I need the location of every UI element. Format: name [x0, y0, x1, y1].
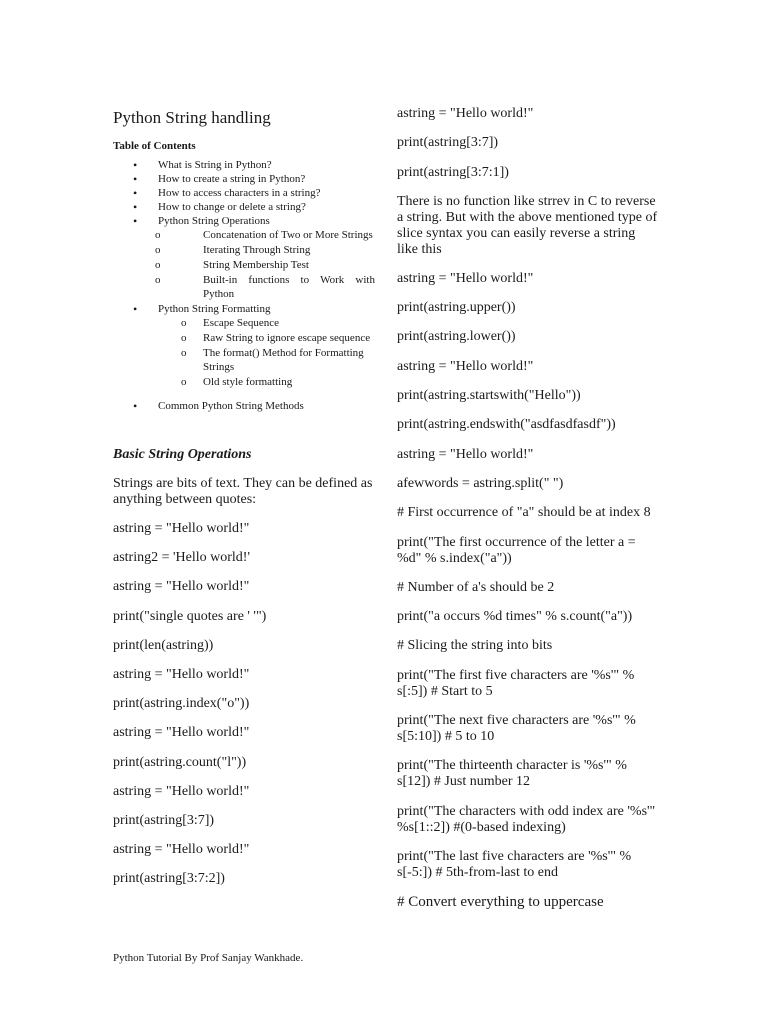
code-comment: # Number of a's should be 2 [397, 579, 555, 595]
toc-subitem: o Concatenation of Two or More Strings [113, 228, 375, 242]
document-title: Python String handling [113, 108, 271, 127]
code-line: print("The first occurrence of the letter a = %d" % s.index("a")) [397, 534, 640, 566]
toc-item: • How to change or delete a string? [113, 200, 375, 214]
right-column [397, 106, 659, 924]
code-line: print(astring.upper()) [397, 300, 516, 316]
toc-heading: Table of Contents [113, 140, 196, 152]
code-line: print(astring.count("l")) [113, 754, 247, 770]
left-column [113, 108, 375, 900]
table-of-contents [113, 158, 375, 413]
code-line: print(astring[3:7:2]) [113, 871, 225, 887]
code-line: print(astring.index("o")) [113, 696, 250, 712]
code-line: astring = "Hello world!" [397, 446, 534, 462]
code-line: astring = "Hello world!" [113, 666, 250, 682]
toc-item: • How to create a string in Python? [113, 172, 375, 186]
code-line: print("The characters with odd index are '%s'" %s[1::2]) #(0-based indexing) [397, 803, 659, 835]
intro-paragraph: Strings are bits of text. They can be defined as anything between quotes: [113, 476, 373, 507]
toc-subitem: o Old style formatting [113, 375, 375, 389]
toc-item: • Common Python String Methods [113, 399, 375, 413]
code-line: astring = "Hello world!" [113, 725, 250, 741]
reverse-note-paragraph: There is no function like strrev in C to reverse a string. But with the above mentioned type of slice syntax you can easily reverse a string like this [397, 193, 658, 257]
code-line: print(astring.lower()) [397, 329, 516, 345]
toc-item: • What is String in Python? [113, 158, 375, 172]
code-line: astring = "Hello world!" [397, 270, 534, 286]
code-line: print("The last five characters are '%s'" % s[-5:]) # 5th-from-last to end [397, 848, 635, 880]
code-line: astring = "Hello world!" [113, 783, 250, 799]
code-comment: # Slicing the string into bits [397, 638, 553, 654]
code-line: print(astring.startswith("Hello")) [397, 388, 581, 404]
code-line: print(astring.endswith("asdfasdfasdf")) [397, 417, 616, 433]
code-line: print("single quotes are ' '") [113, 608, 267, 624]
code-line: astring2 = 'Hello world!' [113, 550, 250, 566]
code-line: print(astring[3:7:1]) [397, 164, 509, 180]
code-line: print("The first five characters are '%s'" % s[:5]) # Start to 5 [397, 667, 638, 699]
toc-subitem: o The format() Method for Formatting Strings [113, 346, 375, 374]
code-line: print("The thirteenth character is '%s'" % s[12]) # Just number 12 [397, 758, 631, 790]
toc-subitem: o String Membership Test [113, 258, 375, 272]
page-footer: Python Tutorial By Prof Sanjay Wankhade. [113, 952, 304, 964]
code-line: astring = "Hello world!" [397, 106, 534, 121]
code-line: astring = "Hello world!" [397, 358, 534, 374]
code-line: print(astring[3:7]) [397, 135, 499, 151]
toc-subitem: o Escape Sequence [113, 316, 375, 330]
code-line: astring = "Hello world!" [113, 521, 250, 536]
toc-subitem: o Iterating Through String [113, 243, 375, 257]
final-heading-comment: # Convert everything to uppercase [397, 894, 604, 911]
toc-item: • Python String Formatting [113, 302, 375, 316]
code-line: astring = "Hello world!" [113, 842, 250, 858]
code-line: print(astring[3:7]) [113, 812, 215, 828]
toc-item: • Python String Operations [113, 214, 375, 228]
code-line: print("The next five characters are '%s'" % s[5:10]) # 5 to 10 [397, 713, 640, 745]
code-line: afewwords = astring.split(" ") [397, 475, 564, 491]
code-comment: # First occurrence of "a" should be at index 8 [397, 505, 651, 521]
code-line: astring = "Hello world!" [113, 579, 250, 595]
toc-item: • How to access characters in a string? [113, 186, 375, 200]
code-line: print(len(astring)) [113, 637, 214, 653]
toc-subitem: o Raw String to ignore escape sequence [113, 331, 375, 345]
code-line: print("a occurs %d times" % s.count("a")) [397, 609, 633, 625]
section-heading: Basic String Operations [113, 447, 252, 462]
toc-subitem: o Built-in functions to Work with Python [113, 273, 375, 301]
